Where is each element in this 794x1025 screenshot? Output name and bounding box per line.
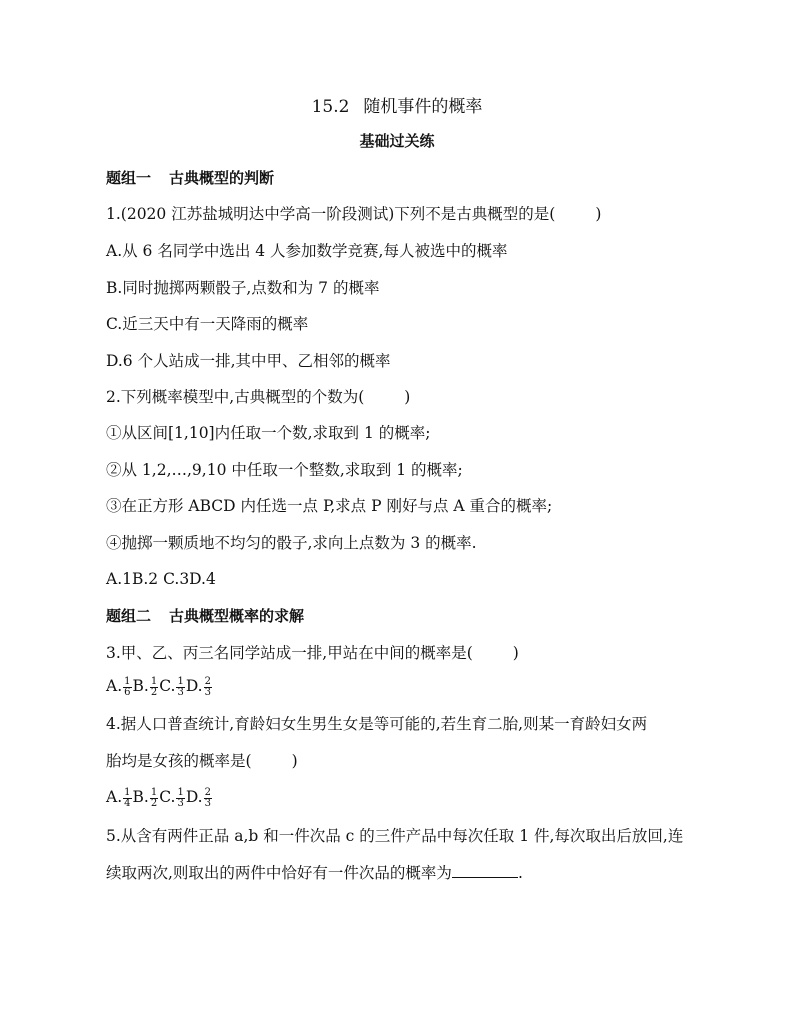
question-2-item-3: ③在正方形 ABCD 内任选一点 P,求点 P 刚好与点 A 重合的概率; <box>106 497 553 515</box>
question-2-item-1: ①从区间[1,10]内任取一个数,求取到 1 的概率; <box>106 424 431 442</box>
fraction: $\frac{1}{2}$ <box>150 786 158 809</box>
fraction: $\frac{1}{4}$ <box>124 786 131 809</box>
group-heading-1 <box>106 168 274 188</box>
fraction: $\frac{1}{3}$ <box>177 786 184 809</box>
question-1-option-a: A.从 6 名同学中选出 4 人参加数学竞赛,每人被选中的概率 <box>106 242 508 260</box>
question-5-stem-line-2: 续取两次,则取出的两件中恰好有一件次品的概率为 . <box>106 864 523 882</box>
section-title <box>0 92 794 117</box>
question-4-stem-line-2: 胎均是女孩的概率是( ) <box>106 752 298 770</box>
fraction: $\frac{1}{3}$ <box>177 675 184 698</box>
question-2-options: A.1B.2 C.3D.4 <box>106 570 216 588</box>
section-number: 15.2 <box>311 97 350 117</box>
question-2-item-4: ④抛掷一颗质地不均匀的骰子,求向上点数为 3 的概率. <box>106 534 477 552</box>
answer-blank[interactable] <box>452 863 518 878</box>
question-1-option-c: C.近三天中有一天降雨的概率 <box>106 315 309 333</box>
question-3-options: A. $\frac{1}{6}$ B. $\frac{1}{2}$ C. $\frac{1}{3}$ D. $\frac{2}{3}$ <box>106 675 211 698</box>
question-2-stem: 2.下列概率模型中,古典概型的个数为( ) <box>106 388 411 406</box>
group-label: 题组一 <box>106 169 152 187</box>
question-5-stem-line-1: 5.从含有两件正品 a,b 和一件次品 c 的三件产品中每次任取 1 件,每次取出后放回,连 <box>106 827 684 845</box>
group-label: 题组二 <box>106 607 152 625</box>
question-4-options: A. $\frac{1}{4}$ B. $\frac{1}{2}$ C. $\frac{1}{3}$ D. $\frac{2}{3}$ <box>106 786 211 809</box>
question-4-stem-line-1: 4.据人口普查统计,育龄妇女生男生女是等可能的,若生育二胎,则某一育龄妇女两 <box>106 715 648 733</box>
subtitle: 基础过关练 <box>359 132 435 150</box>
question-1-stem: 1.(2020 江苏盐城明达中学高一阶段测试)下列不是古典概型的是( ) <box>106 205 602 223</box>
group-title: 古典概型的判断 <box>169 169 275 187</box>
question-3-stem: 3.甲、乙、丙三名同学站成一排,甲站在中间的概率是( ) <box>106 644 519 662</box>
section-title-text: 随机事件的概率 <box>363 97 483 117</box>
group-title: 古典概型概率的求解 <box>169 607 305 625</box>
question-1-option-b: B.同时抛掷两颗骰子,点数和为 7 的概率 <box>106 279 380 297</box>
fraction: $\frac{1}{2}$ <box>150 675 158 698</box>
fraction: $\frac{1}{6}$ <box>124 675 131 698</box>
group-heading-2 <box>106 606 304 626</box>
fraction: $\frac{2}{3}$ <box>204 675 211 698</box>
question-2-item-2: ②从 1,2,…,9,10 中任取一个整数,求取到 1 的概率; <box>106 461 463 479</box>
fraction: $\frac{2}{3}$ <box>204 786 211 809</box>
question-1-option-d: D.6 个人站成一排,其中甲、乙相邻的概率 <box>106 352 391 370</box>
